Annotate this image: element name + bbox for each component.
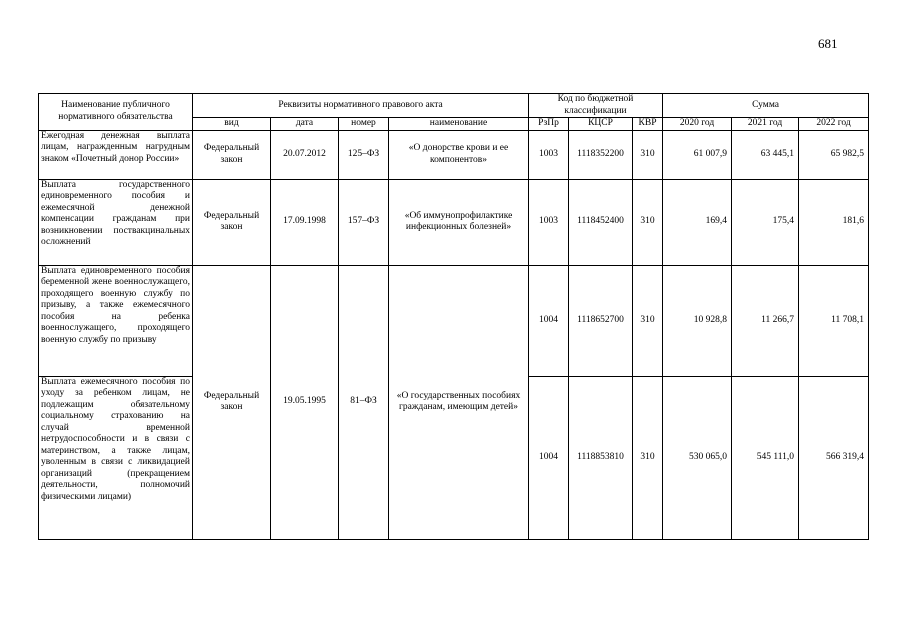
header-title: наименование	[389, 118, 529, 131]
header-row-1	[39, 94, 869, 118]
act-number: 157–ФЗ	[339, 179, 389, 265]
header-kvr: КВР	[633, 118, 663, 131]
act-date: 20.07.2012	[271, 130, 339, 179]
obligation-name: Ежегодная денежная выплата лицам, награжденным нагрудным знаком «Почетный донор России»	[39, 130, 193, 179]
kvr-code: 310	[633, 376, 663, 539]
sum-2021: 545 111,0	[732, 376, 799, 539]
table-row	[39, 265, 869, 376]
kcsr-code: 1118853810	[569, 376, 633, 539]
act-type: Федеральный закон	[193, 265, 271, 539]
rzpr-code: 1003	[529, 179, 569, 265]
header-2022: 2022 год	[799, 118, 869, 131]
rzpr-code: 1003	[529, 130, 569, 179]
act-number: 81–ФЗ	[339, 265, 389, 539]
act-type: Федеральный закон	[193, 130, 271, 179]
page-number: 681	[818, 36, 838, 51]
kvr-code: 310	[633, 265, 663, 376]
obligations-table	[38, 93, 869, 540]
obligation-name: Выплата ежемесячного пособия по уходу за ребенком лицам, не подлежащим обязательному социальному страхованию на случай временной нетрудоспособности и в связи с материнством, а также лицам, уволенным в связи с ликвидацией организаций (прекращением деятельности, полномочий физическими лицами)	[39, 376, 193, 539]
act-date: 17.09.1998	[271, 179, 339, 265]
act-type: Федеральный закон	[193, 179, 271, 265]
act-number: 125–ФЗ	[339, 130, 389, 179]
kcsr-code: 1118452400	[569, 179, 633, 265]
sum-2020: 10 928,8	[663, 265, 732, 376]
act-title: «О государственных пособиях гражданам, имеющим детей»	[389, 265, 529, 539]
sum-2021: 11 266,7	[732, 265, 799, 376]
sum-2022: 11 708,1	[799, 265, 869, 376]
header-sum: Сумма	[663, 94, 869, 118]
obligation-name: Выплата единовременного пособия беременной жене военнослужащего, проходящего военную службу по призыву, а также ежемесячного пособия на ребенка военнослужащего, проходящего военную службу по призыву	[39, 265, 193, 376]
header-obligation-name: Наименование публичного нормативного обязательства	[39, 94, 193, 131]
act-title: «О донорстве крови и ее компонентов»	[389, 130, 529, 179]
kcsr-code: 1118352200	[569, 130, 633, 179]
sum-2020: 169,4	[663, 179, 732, 265]
sum-2022: 181,6	[799, 179, 869, 265]
sum-2020: 61 007,9	[663, 130, 732, 179]
rzpr-code: 1004	[529, 376, 569, 539]
header-2021: 2021 год	[732, 118, 799, 131]
header-2020: 2020 год	[663, 118, 732, 131]
table-row	[39, 130, 869, 179]
header-kcsr: КЦСР	[569, 118, 633, 131]
header-act-requisites: Реквизиты нормативного правового акта	[193, 94, 529, 118]
kvr-code: 310	[633, 130, 663, 179]
sum-2021: 175,4	[732, 179, 799, 265]
sum-2022: 65 982,5	[799, 130, 869, 179]
header-rzpr: РзПр	[529, 118, 569, 131]
table-row	[39, 179, 869, 265]
rzpr-code: 1004	[529, 265, 569, 376]
kcsr-code: 1118652700	[569, 265, 633, 376]
kvr-code: 310	[633, 179, 663, 265]
sum-2021: 63 445,1	[732, 130, 799, 179]
sum-2022: 566 319,4	[799, 376, 869, 539]
header-budget-code: Код по бюджетной классификации	[529, 94, 663, 118]
act-date: 19.05.1995	[271, 265, 339, 539]
header-type: вид	[193, 118, 271, 131]
act-title: «Об иммунопрофилактике инфекционных болезней»	[389, 179, 529, 265]
header-date: дата	[271, 118, 339, 131]
header-number: номер	[339, 118, 389, 131]
obligation-name: Выплата государственного единовременного пособия и ежемесячной денежной компенсации гражданам при возникновении поствакцинальных осложнений	[39, 179, 193, 265]
sum-2020: 530 065,0	[663, 376, 732, 539]
